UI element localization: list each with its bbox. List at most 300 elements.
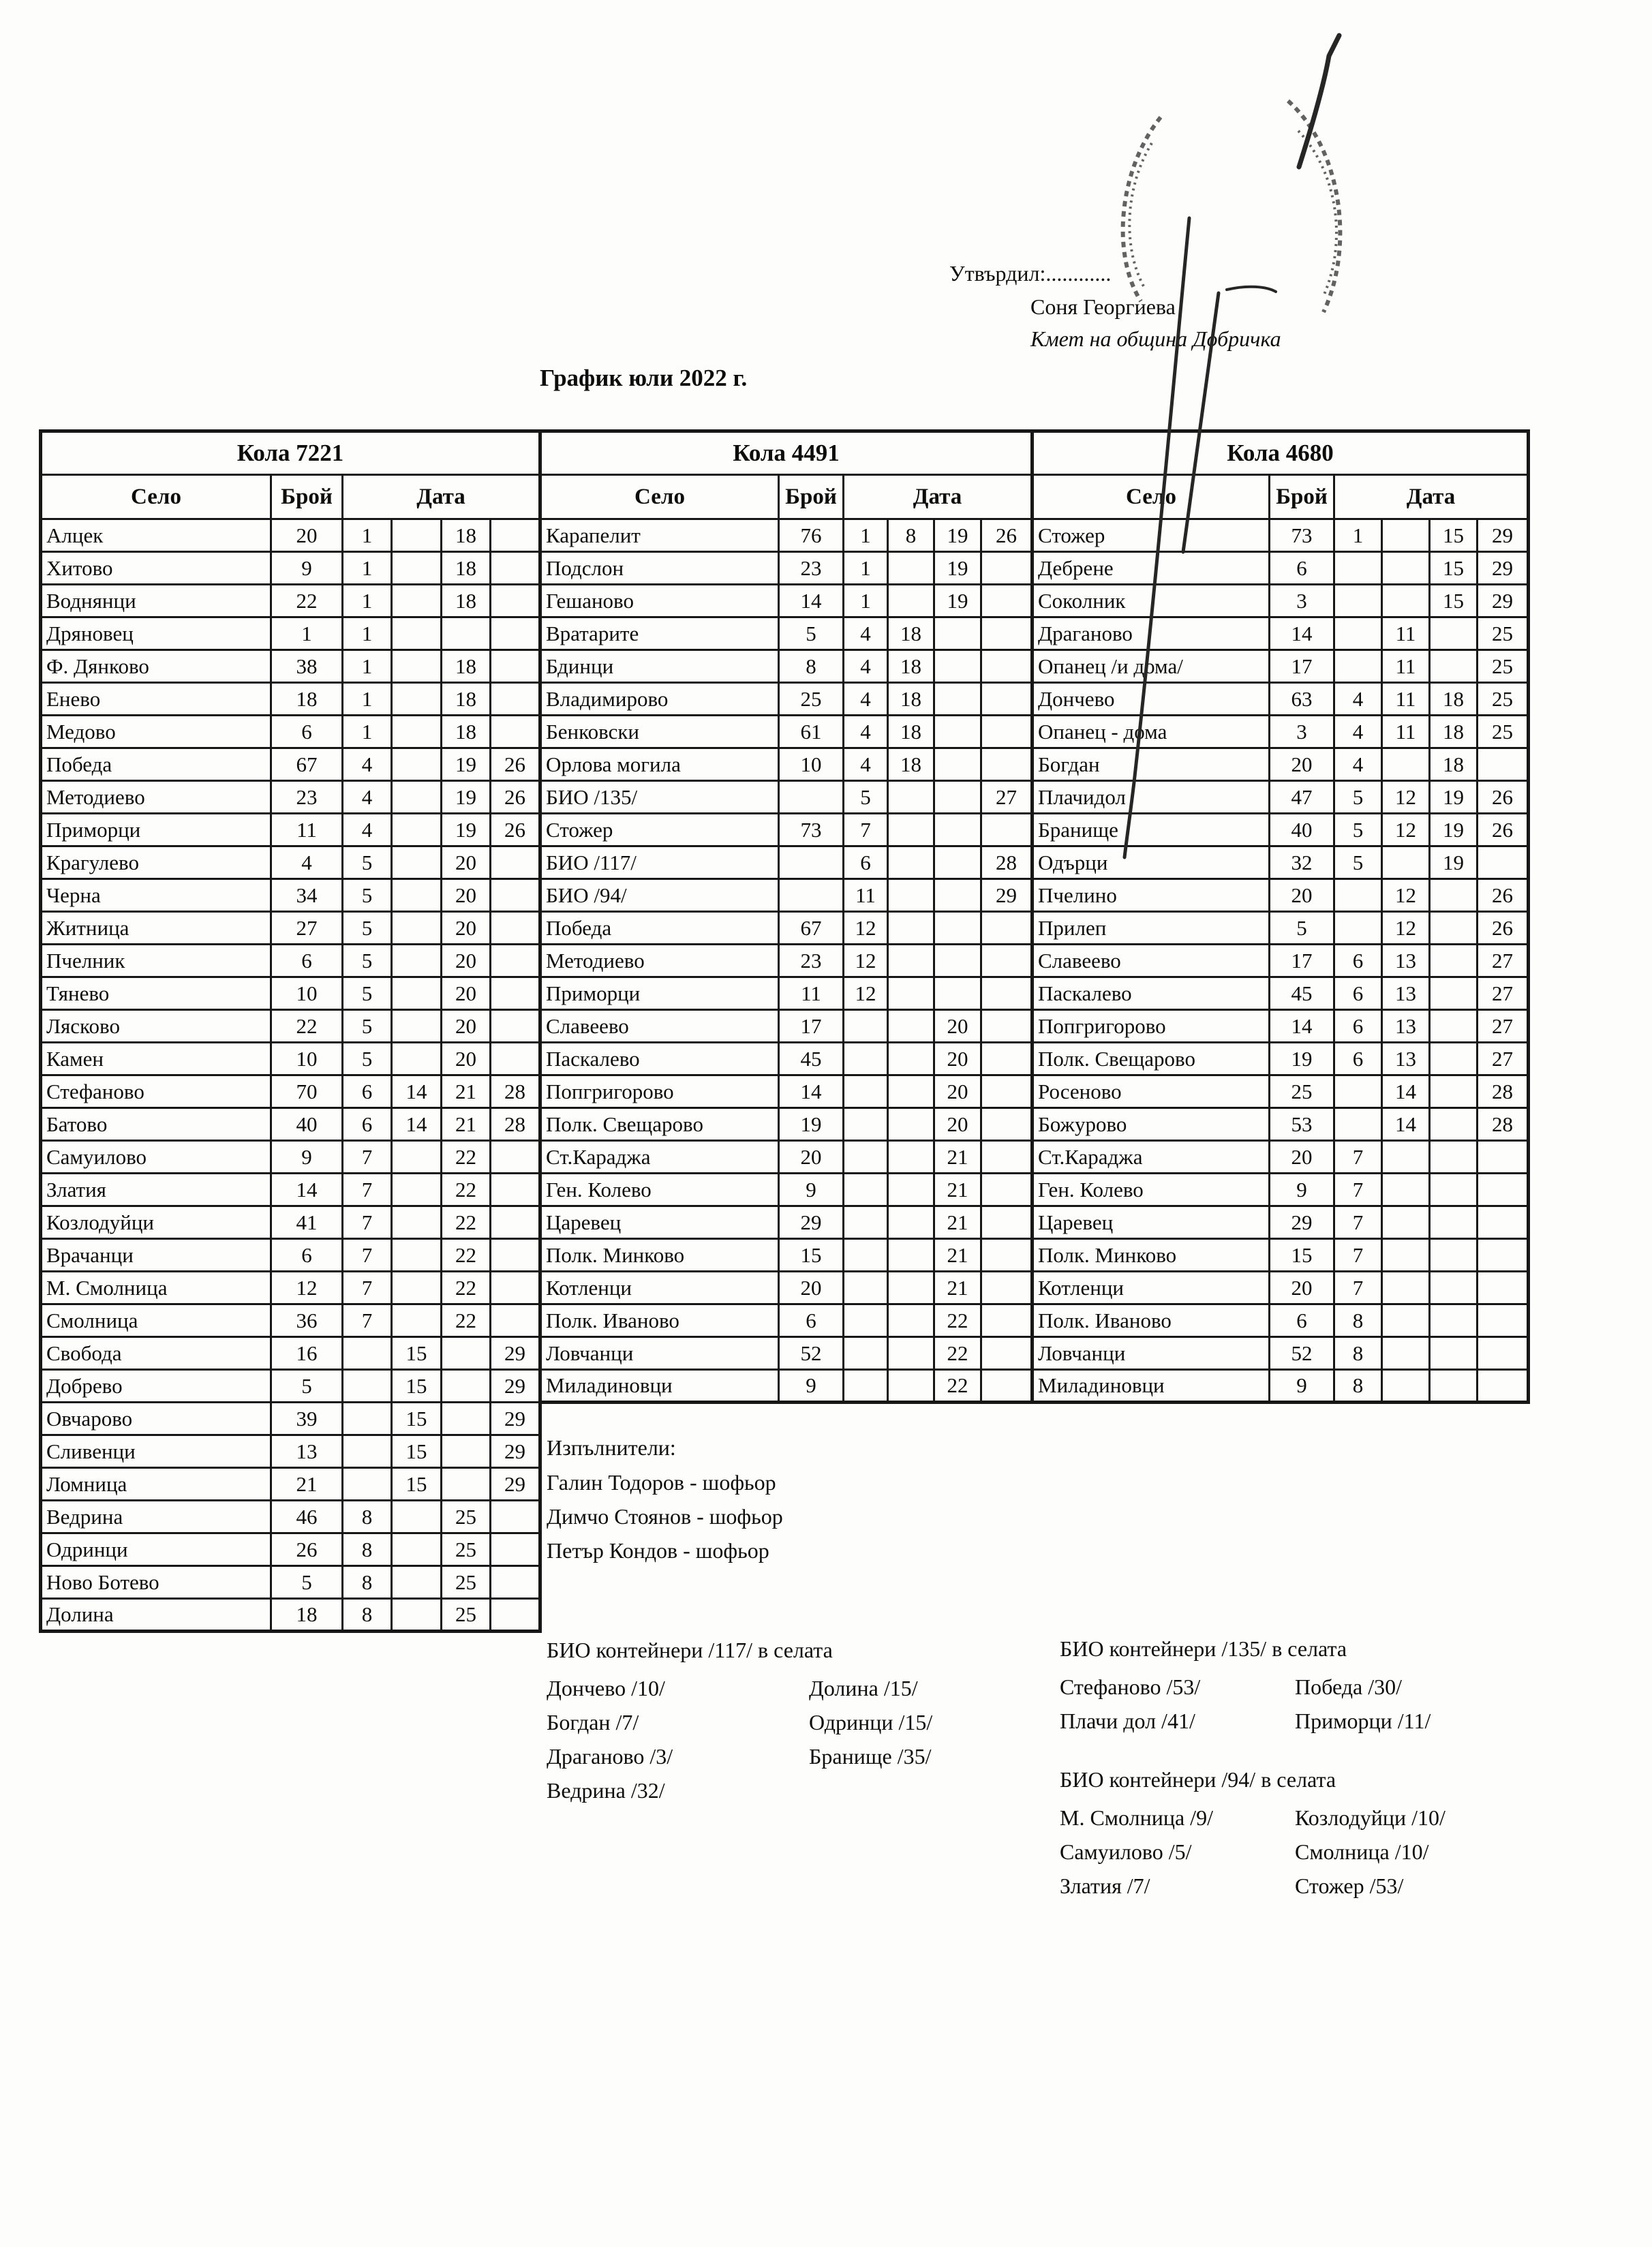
date-cell: 7 — [1334, 1174, 1382, 1206]
count-cell: 67 — [271, 748, 343, 781]
date-cell — [491, 912, 540, 945]
note-item: Драганово /3/ — [547, 1744, 673, 1769]
date-cell: 1 — [844, 552, 888, 585]
village-cell: Карапелит — [540, 519, 779, 552]
village-cell: БИО /94/ — [540, 879, 779, 912]
village-cell: Дончево — [1032, 683, 1270, 716]
date-cell: 26 — [1478, 879, 1529, 912]
col-header-village: Село — [41, 475, 271, 519]
date-cell — [1334, 1108, 1382, 1141]
bio-note-94 — [1060, 1762, 1446, 1903]
count-cell — [779, 781, 844, 814]
date-cell: 18 — [888, 748, 934, 781]
date-cell — [1334, 552, 1382, 585]
date-cell — [1430, 1043, 1478, 1075]
table-row — [540, 814, 1032, 846]
village-cell: Владимирово — [540, 683, 779, 716]
count-cell: 25 — [1270, 1075, 1334, 1108]
count-cell: 41 — [271, 1206, 343, 1239]
date-cell: 1 — [343, 650, 392, 683]
village-cell: Ген. Колево — [1032, 1174, 1270, 1206]
date-cell — [491, 1501, 540, 1533]
date-cell — [1430, 1108, 1478, 1141]
village-cell: Алцек — [41, 519, 271, 552]
count-cell: 15 — [779, 1239, 844, 1272]
date-cell: 13 — [1382, 977, 1430, 1010]
date-cell — [888, 781, 934, 814]
village-cell: Ломница — [41, 1468, 271, 1501]
count-cell: 10 — [779, 748, 844, 781]
date-cell — [981, 1141, 1032, 1174]
table-row — [540, 1108, 1032, 1141]
date-cell — [1382, 1239, 1430, 1272]
table-row — [41, 879, 540, 912]
date-cell: 19 — [934, 519, 981, 552]
village-cell: Вратарите — [540, 617, 779, 650]
bio-note-heading: БИО контейнери /117/ в селата — [547, 1638, 833, 1662]
table-row — [540, 1141, 1032, 1174]
count-cell: 14 — [271, 1174, 343, 1206]
date-cell: 18 — [1430, 716, 1478, 748]
date-cell: 5 — [343, 879, 392, 912]
village-cell: Стефаново — [41, 1075, 271, 1108]
car-title: Кола 4491 — [540, 431, 1032, 475]
date-cell: 11 — [844, 879, 888, 912]
date-cell — [1382, 1141, 1430, 1174]
village-cell: Крагулево — [41, 846, 271, 879]
count-cell: 5 — [1270, 912, 1334, 945]
date-cell — [981, 1272, 1032, 1304]
bio-note-heading: БИО контейнери /135/ в селата — [1060, 1636, 1347, 1661]
date-cell — [888, 1304, 934, 1337]
date-cell — [1430, 945, 1478, 977]
date-cell — [442, 1468, 491, 1501]
note-item: Галин Тодоров - шофьор — [547, 1470, 776, 1495]
date-cell: 6 — [1334, 1043, 1382, 1075]
date-cell: 20 — [934, 1010, 981, 1043]
count-cell: 29 — [779, 1206, 844, 1239]
village-cell: Победа — [540, 912, 779, 945]
date-cell: 19 — [1430, 781, 1478, 814]
date-cell — [981, 1206, 1032, 1239]
date-cell: 22 — [442, 1239, 491, 1272]
count-cell: 23 — [271, 781, 343, 814]
count-cell: 1 — [271, 617, 343, 650]
date-cell — [981, 1174, 1032, 1206]
date-cell — [888, 1043, 934, 1075]
count-cell: 22 — [271, 1010, 343, 1043]
table-row — [41, 1337, 540, 1370]
date-cell — [392, 846, 442, 879]
date-cell: 4 — [844, 617, 888, 650]
date-cell — [442, 1337, 491, 1370]
date-cell: 7 — [343, 1304, 392, 1337]
date-cell: 29 — [1478, 519, 1529, 552]
village-cell: Дряновец — [41, 617, 271, 650]
count-cell: 45 — [779, 1043, 844, 1075]
date-cell — [844, 1043, 888, 1075]
date-cell: 26 — [981, 519, 1032, 552]
village-cell: Житница — [41, 912, 271, 945]
table-row — [540, 977, 1032, 1010]
table-row — [1032, 748, 1529, 781]
date-cell — [392, 617, 442, 650]
date-cell — [888, 1370, 934, 1403]
village-cell: Пчелино — [1032, 879, 1270, 912]
date-cell: 1 — [343, 519, 392, 552]
date-cell — [491, 650, 540, 683]
date-cell — [392, 748, 442, 781]
date-cell: 1 — [343, 552, 392, 585]
bio-note-left-column — [1060, 1801, 1295, 1903]
count-cell: 36 — [271, 1304, 343, 1337]
date-cell — [491, 1599, 540, 1632]
date-cell — [888, 585, 934, 617]
date-cell — [844, 1075, 888, 1108]
date-cell: 14 — [1382, 1075, 1430, 1108]
date-cell: 18 — [888, 683, 934, 716]
date-cell: 22 — [442, 1304, 491, 1337]
date-cell: 20 — [934, 1108, 981, 1141]
car-title: Кола 7221 — [41, 431, 540, 475]
village-cell: Победа — [41, 748, 271, 781]
date-cell — [888, 1108, 934, 1141]
date-cell: 29 — [491, 1370, 540, 1403]
village-cell: БИО /135/ — [540, 781, 779, 814]
col-header-count: Брой — [271, 475, 343, 519]
date-cell: 1 — [343, 585, 392, 617]
date-cell: 22 — [442, 1206, 491, 1239]
date-cell: 25 — [442, 1501, 491, 1533]
date-cell — [491, 519, 540, 552]
date-cell: 19 — [1430, 846, 1478, 879]
date-cell — [1334, 879, 1382, 912]
table-row — [1032, 781, 1529, 814]
table-row — [1032, 1141, 1529, 1174]
table-row — [41, 1468, 540, 1501]
date-cell: 15 — [1430, 552, 1478, 585]
date-cell — [1478, 1272, 1529, 1304]
date-cell — [1382, 1337, 1430, 1370]
count-cell: 8 — [779, 650, 844, 683]
village-cell: Хитово — [41, 552, 271, 585]
count-cell: 53 — [1270, 1108, 1334, 1141]
date-cell: 4 — [343, 814, 392, 846]
village-cell: Стожер — [1032, 519, 1270, 552]
count-cell: 6 — [1270, 552, 1334, 585]
date-cell: 20 — [442, 912, 491, 945]
date-cell: 12 — [1382, 912, 1430, 945]
table-row — [41, 585, 540, 617]
date-cell: 7 — [343, 1174, 392, 1206]
date-cell — [392, 945, 442, 977]
page-title: График юли 2022 г. — [540, 365, 748, 391]
date-cell — [1430, 879, 1478, 912]
date-cell: 25 — [1478, 716, 1529, 748]
date-cell: 20 — [442, 879, 491, 912]
table-row — [41, 1174, 540, 1206]
date-cell: 4 — [844, 716, 888, 748]
schedule-table-kola-4680 — [1030, 429, 1530, 1404]
date-cell — [392, 1272, 442, 1304]
table-row — [540, 781, 1032, 814]
count-cell: 45 — [1270, 977, 1334, 1010]
date-cell — [491, 1239, 540, 1272]
executors-heading: Изпълнители: — [547, 1435, 676, 1460]
count-cell: 23 — [779, 945, 844, 977]
date-cell: 26 — [1478, 781, 1529, 814]
count-cell: 17 — [779, 1010, 844, 1043]
village-cell: Полк. Иваново — [540, 1304, 779, 1337]
date-cell — [491, 716, 540, 748]
date-cell — [888, 945, 934, 977]
date-cell — [1382, 1174, 1430, 1206]
count-cell: 32 — [1270, 846, 1334, 879]
table-row — [540, 1043, 1032, 1075]
note-item: Одринци /15/ — [809, 1710, 933, 1734]
date-cell: 20 — [442, 945, 491, 977]
table-row — [41, 912, 540, 945]
date-cell: 29 — [981, 879, 1032, 912]
count-cell: 67 — [779, 912, 844, 945]
note-item: Самуилово /5/ — [1060, 1839, 1192, 1864]
date-cell — [1430, 617, 1478, 650]
date-cell — [844, 1304, 888, 1337]
date-cell: 7 — [844, 814, 888, 846]
date-cell — [392, 1304, 442, 1337]
date-cell — [888, 1174, 934, 1206]
date-cell: 26 — [491, 748, 540, 781]
village-cell: Попгригорово — [540, 1075, 779, 1108]
date-cell — [1334, 1075, 1382, 1108]
bio-note-left-column — [1060, 1670, 1295, 1738]
village-cell: Врачанци — [41, 1239, 271, 1272]
date-cell — [1478, 1141, 1529, 1174]
village-cell: Полк. Иваново — [1032, 1304, 1270, 1337]
date-cell — [491, 1010, 540, 1043]
table-row — [1032, 846, 1529, 879]
table-row — [540, 650, 1032, 683]
bio-note-heading: БИО контейнери /94/ в селата — [1060, 1767, 1336, 1792]
date-cell: 1 — [844, 519, 888, 552]
table-row — [1032, 879, 1529, 912]
date-cell: 5 — [1334, 846, 1382, 879]
count-cell: 20 — [779, 1272, 844, 1304]
date-cell — [392, 1533, 442, 1566]
village-cell: М. Смолница — [41, 1272, 271, 1304]
date-cell — [981, 945, 1032, 977]
date-cell: 11 — [1382, 716, 1430, 748]
table-row — [41, 814, 540, 846]
date-cell: 22 — [934, 1337, 981, 1370]
bio-note-117 — [547, 1633, 932, 1807]
date-cell: 7 — [1334, 1272, 1382, 1304]
date-cell — [981, 1043, 1032, 1075]
note-item: Ведрина /32/ — [547, 1778, 665, 1803]
date-cell: 5 — [1334, 781, 1382, 814]
count-cell: 12 — [271, 1272, 343, 1304]
count-cell: 73 — [1270, 519, 1334, 552]
table-row — [41, 1566, 540, 1599]
table-row — [1032, 1075, 1529, 1108]
count-cell: 5 — [271, 1370, 343, 1403]
date-cell: 4 — [844, 748, 888, 781]
date-cell — [343, 1435, 392, 1468]
village-cell: Методиево — [41, 781, 271, 814]
date-cell: 20 — [442, 846, 491, 879]
date-cell: 8 — [1334, 1370, 1382, 1403]
col-header-date: Дата — [343, 475, 540, 519]
count-cell: 52 — [779, 1337, 844, 1370]
village-cell: Полк. Свещарово — [1032, 1043, 1270, 1075]
village-cell: Добрево — [41, 1370, 271, 1403]
date-cell — [981, 748, 1032, 781]
date-cell — [1478, 748, 1529, 781]
date-cell: 6 — [343, 1108, 392, 1141]
count-cell: 19 — [1270, 1043, 1334, 1075]
count-cell: 6 — [271, 945, 343, 977]
count-cell: 20 — [271, 519, 343, 552]
table-row — [41, 1370, 540, 1403]
date-cell: 4 — [1334, 716, 1382, 748]
date-cell — [934, 846, 981, 879]
table-row — [1032, 1174, 1529, 1206]
table-row — [540, 716, 1032, 748]
village-cell: Златия — [41, 1174, 271, 1206]
date-cell — [1478, 1337, 1529, 1370]
note-item: Богдан /7/ — [547, 1710, 639, 1734]
date-cell — [1478, 1174, 1529, 1206]
date-cell: 8 — [1334, 1337, 1382, 1370]
date-cell — [844, 1206, 888, 1239]
village-cell: Плачидол — [1032, 781, 1270, 814]
bio-note-135 — [1060, 1632, 1431, 1738]
count-cell: 14 — [779, 1075, 844, 1108]
table-row — [41, 1501, 540, 1533]
table-row — [41, 1141, 540, 1174]
date-cell: 22 — [934, 1370, 981, 1403]
date-cell — [981, 585, 1032, 617]
date-cell — [934, 879, 981, 912]
count-cell: 18 — [271, 1599, 343, 1632]
table-row — [41, 716, 540, 748]
table-row — [41, 1304, 540, 1337]
count-cell: 6 — [1270, 1304, 1334, 1337]
date-cell: 29 — [491, 1403, 540, 1435]
schedule-table-kola-7221 — [39, 429, 542, 1633]
count-cell: 63 — [1270, 683, 1334, 716]
date-cell — [1382, 1370, 1430, 1403]
date-cell: 12 — [844, 912, 888, 945]
date-cell: 5 — [1334, 814, 1382, 846]
note-item: М. Смолница /9/ — [1060, 1805, 1213, 1830]
date-cell: 18 — [442, 552, 491, 585]
count-cell: 19 — [779, 1108, 844, 1141]
date-cell: 4 — [343, 748, 392, 781]
date-cell: 5 — [343, 912, 392, 945]
date-cell: 15 — [392, 1468, 442, 1501]
date-cell: 20 — [442, 1010, 491, 1043]
count-cell: 25 — [779, 683, 844, 716]
date-cell — [1430, 1239, 1478, 1272]
date-cell — [491, 683, 540, 716]
date-cell: 5 — [343, 1043, 392, 1075]
table-row — [540, 1337, 1032, 1370]
count-cell — [779, 879, 844, 912]
date-cell: 12 — [844, 945, 888, 977]
village-cell: Стожер — [540, 814, 779, 846]
village-cell: Лясково — [41, 1010, 271, 1043]
date-cell — [392, 1501, 442, 1533]
table-row — [540, 945, 1032, 977]
date-cell — [1334, 585, 1382, 617]
date-cell: 18 — [442, 585, 491, 617]
col-header-count: Брой — [1270, 475, 1334, 519]
date-cell: 1 — [343, 683, 392, 716]
table-row — [540, 912, 1032, 945]
date-cell: 20 — [442, 1043, 491, 1075]
date-cell — [392, 912, 442, 945]
table-row — [41, 1206, 540, 1239]
village-cell: Долина — [41, 1599, 271, 1632]
table-row — [41, 683, 540, 716]
village-cell: Паскалево — [1032, 977, 1270, 1010]
village-cell: Гешаново — [540, 585, 779, 617]
village-cell: Камен — [41, 1043, 271, 1075]
note-item: Златия /7/ — [1060, 1874, 1150, 1898]
bio-note-right-column — [1295, 1801, 1446, 1903]
date-cell — [844, 1337, 888, 1370]
date-cell: 4 — [343, 781, 392, 814]
village-cell: Самуилово — [41, 1141, 271, 1174]
village-cell: Одърци — [1032, 846, 1270, 879]
date-cell — [392, 814, 442, 846]
village-cell: Смолница — [41, 1304, 271, 1337]
count-cell: 9 — [1270, 1174, 1334, 1206]
date-cell — [934, 683, 981, 716]
date-cell — [1430, 650, 1478, 683]
note-item: Бранище /35/ — [809, 1744, 932, 1769]
note-item: Стефаново /53/ — [1060, 1675, 1201, 1699]
village-cell: Опанец - дома — [1032, 716, 1270, 748]
village-cell: Пчелник — [41, 945, 271, 977]
approver-name: Соня Георгиева — [1030, 294, 1176, 319]
count-cell: 9 — [779, 1370, 844, 1403]
village-cell: Ловчанци — [540, 1337, 779, 1370]
count-cell: 22 — [271, 585, 343, 617]
date-cell — [392, 716, 442, 748]
date-cell: 29 — [491, 1337, 540, 1370]
table-row — [540, 846, 1032, 879]
table-row — [1032, 585, 1529, 617]
village-cell: Одринци — [41, 1533, 271, 1566]
date-cell — [392, 683, 442, 716]
note-item: Стожер /53/ — [1295, 1874, 1404, 1898]
date-cell — [981, 683, 1032, 716]
table-row — [540, 748, 1032, 781]
village-cell: Царевец — [1032, 1206, 1270, 1239]
date-cell — [442, 1435, 491, 1468]
date-cell: 22 — [442, 1141, 491, 1174]
date-cell — [934, 650, 981, 683]
date-cell — [491, 846, 540, 879]
date-cell: 5 — [343, 846, 392, 879]
date-cell — [1334, 650, 1382, 683]
col-header-village: Село — [1032, 475, 1270, 519]
date-cell: 15 — [392, 1370, 442, 1403]
table-row — [41, 781, 540, 814]
date-cell — [1382, 519, 1430, 552]
